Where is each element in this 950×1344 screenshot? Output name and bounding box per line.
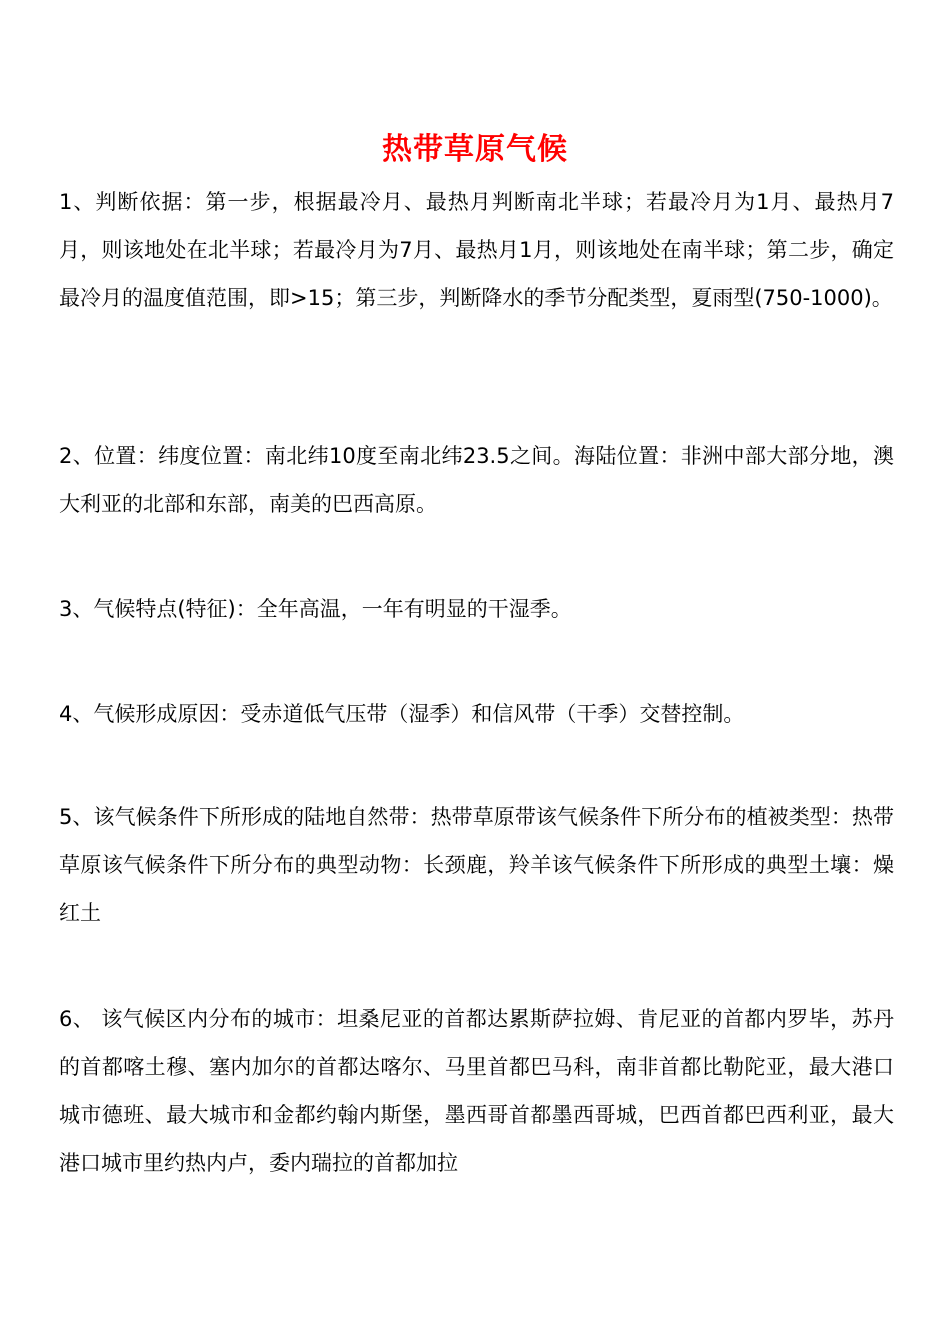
paragraph-natural-zone: 5、该气候条件下所形成的陆地自然带：热带草原带该气候条件下所分布的植被类型：热带草原该气候条件下所分布的典型动物：长颈鹿，羚羊该气候条件下所形成的典型土壤：燥红土 [59,805,894,925]
paragraph-location: 2、位置：纬度位置：南北纬10度至南北纬23.5之间。海陆位置：非洲中部大部分地，澳大利亚的北部和东部，南美的巴西高原。 [59,444,894,516]
paragraph-formation-cause: 4、气候形成原因：受赤道低气压带（湿季）和信风带（干季）交替控制。 [59,702,745,726]
paragraph-cities: 6、 该气候区内分布的城市：坦桑尼亚的首都达累斯萨拉姆、肯尼亚的首都内罗毕，苏丹的首都喀土穆、塞内加尔的首都达喀尔、马里首都巴马科，南非首都比勒陀亚，最大港口城市德班、最大城市和金都约翰内斯堡，墨西哥首都墨西哥城，巴西首都巴西利亚，最大港口城市里约热内卢，委内瑞拉的首都加拉 [59,1007,894,1175]
paragraph-criteria: 1、判断依据：第一步，根据最冷月、最热月判断南北半球；若最冷月为1月、最热月7月，则该地处在北半球；若最冷月为7月、最热月1月，则该地处在南半球；第二步，确定最冷月的温度值范围，即>15；第三步，判断降水的季节分配类型，夏雨型(750-1000)。 [59,190,894,310]
paragraph-climate-features: 3、气候特点(特征)：全年高温，一年有明显的干湿季。 [59,597,572,621]
document-title: 热带草原气候 [382,132,568,167]
